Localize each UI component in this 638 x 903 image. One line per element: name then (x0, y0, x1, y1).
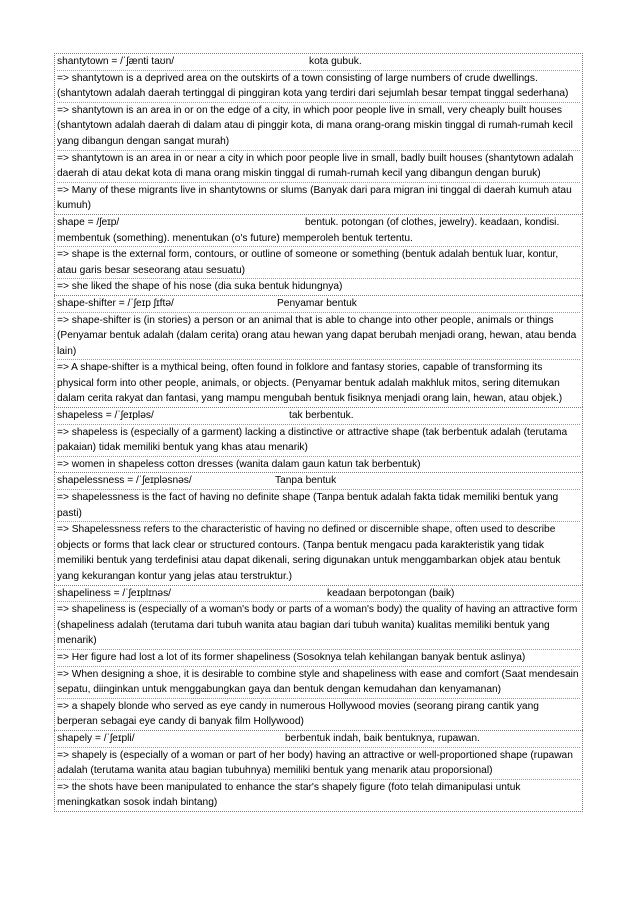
entry-definition-line: => Shapelessness refers to the characteristic of having no defined or discernible shape, often used to describe objects or forms that lack clear or structured contours. (Tanpa bentuk mengacu pada karakteristik yang tidak memiliki bentuk yang terdefinisi atau dapat dikenali, sering digunakan untuk menggambarkan objek atau bentuk yang kekurangan kontur yang jelas atau terstruktur.) (57, 524, 561, 582)
entry-headword-line (57, 215, 580, 247)
entry-headword-line (57, 408, 580, 425)
entry-headword: shapelessness = /ˈʃeɪpləsnəs/ (57, 475, 192, 487)
entry-definition-line: => the shots have been manipulated to enhance the star's shapely figure (foto telah dimanipulasi untuk meningkatkan sosok indah bintang) (57, 781, 521, 809)
entry-definition-line: => shantytown is a deprived area on the outskirts of a town consisting of large numbers of crude dwellings. (shantytown adalah daerah tertinggal di pinggiran kota yang terdiri dari sejumlah besar tempat tinggal sederhana) (57, 71, 580, 103)
dictionary-entry (54, 295, 583, 407)
entry-definition-line: => shapelessness is the fact of having no definite shape (Tanpa bentuk adalah fakta tidak memiliki bentuk yang pasti) (57, 490, 580, 522)
entry-gloss: Tanpa bentuk (275, 475, 337, 487)
dictionary-entry (54, 730, 583, 812)
entry-definition-line: => shantytown is an area in or on the edge of a city, in which poor people live in small, very cheaply built houses (shantytown adalah daerah di dalam atau di pinggir kota, di mana orang-orang miskin tinggal di rumah-rumah kecil yang dibangun dengan sangat murah) (57, 103, 580, 151)
entry-definition-line: => shapely is (especially of a woman or part of her body) having an attractive or well-proportioned shape (rupawan adalah (terutama wanita atau bagian tubuhnya) memiliki bentuk yang menarik atau proporsional) (57, 748, 580, 780)
dictionary-entry (54, 472, 583, 584)
entry-definition-line: => shantytown is an area in or near a city in which poor people live in small, badly built houses (shantytown adalah daerah di atau dekat kota di mana orang miskin tinggal di rumah-rumah kecil yang dibangun dengan buruk) (57, 151, 580, 183)
entry-headword: shape = /ʃeɪp/ (57, 216, 120, 228)
entry-headword-line (57, 473, 580, 490)
entry-definition-line: => A shape-shifter is a mythical being, often found in folklore and fantasy stories, capable of transforming its physical form into other people, animals, or objects. (Penyamar bentuk adalah makhluk mitos, sering ditemukan dalam cerita rakyat dan fantasi, yang mampu mengubah bentuk fisiknya menjadi orang lain, hewan, atau objek.) (57, 362, 563, 405)
dictionary-entry (54, 53, 583, 214)
entry-gloss: berbentuk indah, baik bentuknya, rupawan. (285, 732, 480, 744)
entry-headword: shapeless = /ˈʃeɪpləs/ (57, 410, 154, 422)
entry-headword-line (57, 586, 580, 603)
entry-headword: shapely = /ˈʃeɪpli/ (57, 732, 135, 744)
entry-gloss: kota gubuk. (309, 56, 362, 67)
entry-headword-line (57, 296, 580, 313)
entry-gloss: keadaan berpotongan (baik) (327, 587, 455, 599)
entry-headword-line (57, 731, 580, 748)
entry-gloss: Penyamar bentuk (277, 297, 357, 309)
entry-definition-line: => When designing a shoe, it is desirable to combine style and shapeliness with ease and comfort (Saat mendesain sepatu, diinginkan untuk menggabungkan gaya dan bentuk dengan kemudahan dan kenyamanan) (57, 667, 580, 699)
entry-gloss: tak berbentuk. (289, 410, 354, 422)
entry-definition-line: => Her figure had lost a lot of its former shapeliness (Sosoknya telah kehilangan banyak bentuk aslinya) (57, 650, 580, 667)
entry-definition-line: => shapeliness is (especially of a woman's body or parts of a woman's body) the quality of having an attractive form (shapeliness adalah (terutama dari tubuh wanita atau bagian dari tubuh wanita) kualitas memiliki bentuk yang menarik) (57, 602, 580, 650)
entry-headword: shapeliness = /ˈʃeɪplɪnəs/ (57, 587, 172, 599)
entry-definition-line: => shape is the external form, contours, or outline of someone or something (bentuk adalah bentuk luar, kontur, atau garis besar seseorang atau sesuatu) (57, 247, 580, 279)
entry-definition-line: => a shapely blonde who served as eye candy in numerous Hollywood movies (seorang pirang cantik yang berperan sebagai eye candy di banyak film Hollywood) (57, 700, 539, 728)
dictionary-entry (54, 214, 583, 295)
entry-gloss: bentuk. potongan (of clothes, jewelry). keadaan, kondisi. membentuk (something). menentukan (o's future) memperoleh bentuk tertentu. (57, 216, 560, 244)
dictionary-document (54, 53, 583, 812)
entry-definition-line: => she liked the shape of his nose (dia suka bentuk hidungnya) (57, 281, 343, 293)
entry-definition-line: => shape-shifter is (in stories) a person or an animal that is able to change into other people, animals or things (Penyamar bentuk adalah (dalam cerita) orang atau hewan yang dapat berubah menjadi orang, hewan, atau benda lain) (57, 313, 580, 361)
entry-headword: shape-shifter = /ˈʃeɪp ʃɪftə/ (57, 297, 174, 309)
dictionary-entry (54, 585, 583, 730)
entry-definition-line: => shapeless is (especially of a garment) lacking a distinctive or attractive shape (tak berbentuk adalah (terutama pakaian) tidak memiliki bentuk yang khas atau menarik) (57, 425, 580, 457)
entry-headword: shantytown = /ˈʃænti taʊn/ (57, 56, 175, 67)
dictionary-entry (54, 407, 583, 472)
entry-definition-line: => women in shapeless cotton dresses (wanita dalam gaun katun tak berbentuk) (57, 458, 421, 470)
entry-headword-line (57, 54, 580, 71)
entry-definition-line: => Many of these migrants live in shantytowns or slums (Banyak dari para migran ini tinggal di daerah kumuh atau kumuh) (57, 184, 572, 212)
